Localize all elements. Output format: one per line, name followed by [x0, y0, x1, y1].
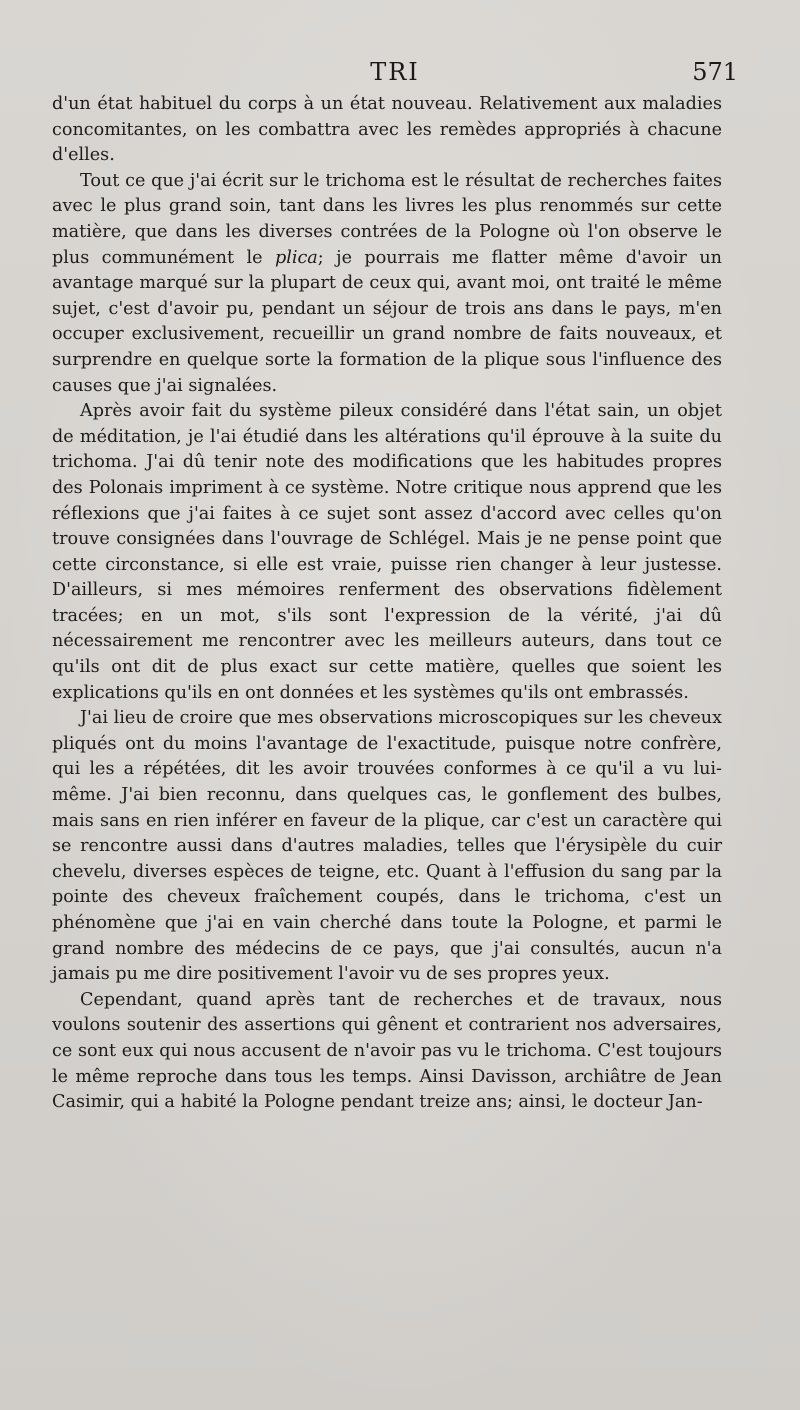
paragraph-text: ; je pourrais me flatter même d'avoir un avantage marqué sur la plupart de ceux qui, avant moi, ont traité le même sujet, c'est d'avoir pu, pendant un séjour de trois ans dans le pays, m'en occuper exclusivement, recueillir un grand nombre de faits nouveaux, et surprendre en quelque sorte la formation de la plique sous l'influence des causes que j'ai signalées. [52, 247, 722, 396]
paragraph-trichoma-research [52, 169, 722, 399]
page-header [52, 58, 738, 92]
page-number: 571 [692, 58, 738, 86]
paragraph-adversaries: Cependant, quand après tant de recherches et de travaux, nous voulons soutenir des assertions qui gênent et contrarient nos adversaires, ce sont eux qui nous accusent de n'avoir pas vu le trichoma. C'est toujours le même reproche dans tous les temps. Ainsi Davisson, archiâtre de Jean Casimir, qui a habité la Pologne pendant treize ans; ainsi, le docteur Jan- [52, 989, 722, 1113]
paragraph-continuation: d'un état habituel du corps à un état nouveau. Relativement aux maladies concomitantes, on les combattra avec les remèdes appropriés à chacune d'elles. [52, 94, 722, 166]
paragraph-microscopic-observations: J'ai lieu de croire que mes observations microscopiques sur les cheveux pliqués ont du moins l'avantage de l'exactitude, puisque notre confrère, qui les a répétées, dit les avoir trouvées conformes à ce qu'il a vu lui-même. J'ai bien reconnu, dans quelques cas, le gonflement des bulbes, mais sans en rien inférer en faveur de la plique, car c'est un caractère qui se rencontre aussi dans d'autres maladies, telles que l'érysipèle du cuir chevelu, diverses espèces de teigne, etc. Quant à l'effusion du sang par la pointe des cheveux fraîchement coupés, dans le trichoma, c'est un phénomène que j'ai en vain cherché dans toute la Pologne, et parmi le grand nombre des médecins de ce pays, que j'ai consultés, aucun n'a jamais pu me dire positivement l'avoir vu de ses propres yeux. [52, 708, 722, 985]
paragraph-text: Tout ce que j'ai écrit sur le trichoma est le résultat de recherches faites avec le plus grand soin, tant dans les livres les plus renommés sur cette matière, que dans les diverses contrées de la Pologne où l'on observe le plus communément le [52, 170, 722, 268]
running-head: TRI [370, 58, 420, 86]
italic-term: plica [274, 247, 318, 268]
body-text [52, 92, 722, 1116]
paragraph-pilous-system: Après avoir fait du système pileux considéré dans l'état sain, un objet de méditation, je l'ai étudié dans les altérations qu'il éprouve à la suite du trichoma. J'ai dû tenir note des modifications que les habitudes propres des Polonais impriment à ce système. Notre critique nous apprend que les réflexions que j'ai faites à ce sujet sont assez d'accord avec celles qu'on trouve consignées dans l'ouvrage de Schlégel. Mais je ne pense point que cette circonstance, si elle est vraie, puisse rien changer à leur justesse. D'ailleurs, si mes mémoires renferment des observations fidèlement tracées; en un mot, s'ils sont l'expression de la vérité, j'ai dû nécessairement me rencontrer avec les meilleurs auteurs, dans tout ce qu'ils ont dit de plus exact sur cette matière, quelles que soient les explications qu'ils en ont données et les systèmes qu'ils ont embrassés. [52, 401, 722, 703]
